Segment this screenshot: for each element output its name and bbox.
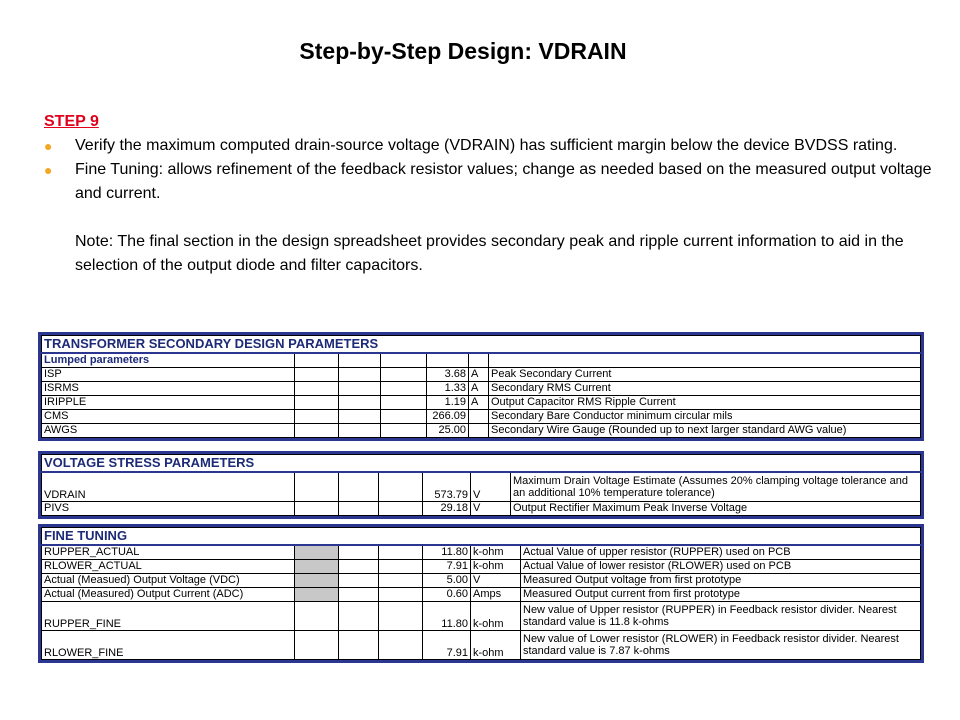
table-cell: 3.68	[427, 368, 469, 382]
table-cell: IRIPPLE	[42, 396, 295, 410]
table-cell: A	[469, 396, 489, 410]
table-cell: Measured Output current from first prototype	[521, 588, 921, 602]
table-cell: 266.09	[427, 410, 469, 424]
table-cell: V	[471, 472, 511, 502]
table-cell: Output Capacitor RMS Ripple Current	[489, 396, 921, 410]
bullet-item	[44, 158, 944, 206]
table-cell	[339, 396, 381, 410]
table-cell	[381, 410, 427, 424]
fine-tuning-table	[38, 524, 924, 663]
table-cell	[379, 545, 423, 560]
table-cell: 7.91	[423, 560, 471, 574]
table-cell	[295, 631, 339, 660]
page-title: Step-by-Step Design: VDRAIN	[299, 38, 627, 64]
table-cell: Secondary RMS Current	[489, 382, 921, 396]
table-row	[42, 631, 921, 660]
table-cell	[339, 602, 379, 631]
table-cell	[295, 545, 339, 560]
table-cell: AWGS	[42, 424, 295, 438]
table-cell: Secondary Wire Gauge (Rounded up to next larger standard AWG value)	[489, 424, 921, 438]
table-cell	[379, 502, 423, 516]
table-cell: Actual (Measued) Output Voltage (VDC)	[42, 574, 295, 588]
table-cell	[339, 502, 379, 516]
table-cell: V	[471, 574, 521, 588]
table-cell	[295, 502, 339, 516]
table-cell: Measured Output voltage from first prototype	[521, 574, 921, 588]
table-row	[42, 574, 921, 588]
table-cell: A	[469, 368, 489, 382]
table-cell	[339, 424, 381, 438]
table-cell: ISRMS	[42, 382, 295, 396]
table-cell: RUPPER_ACTUAL	[42, 545, 295, 560]
table-cell	[339, 545, 379, 560]
table-row	[42, 410, 921, 424]
table-cell	[379, 631, 423, 660]
table-row	[42, 382, 921, 396]
table-cell	[295, 396, 339, 410]
note-text: Note: The final section in the design spreadsheet provides secondary peak and ripple current information to aid in the selection of the output diode and filter capacitors.	[75, 233, 904, 274]
table-cell	[339, 368, 381, 382]
table-cell: Actual Value of lower resistor (RLOWER) used on PCB	[521, 560, 921, 574]
table-cell: k-ohm	[471, 631, 521, 660]
voltage-stress-table	[38, 451, 924, 519]
table-row	[42, 396, 921, 410]
table-cell: New value of Lower resistor (RLOWER) in Feedback resistor divider. Nearest standard value is 7.87 k-ohms	[521, 631, 921, 660]
table-cell	[295, 588, 339, 602]
table-cell	[339, 353, 381, 368]
table-cell: Maximum Drain Voltage Estimate (Assumes 20% clamping voltage tolerance and an additional 10% temperature tolerance)	[511, 472, 921, 502]
table-cell: k-ohm	[471, 602, 521, 631]
table-cell: RLOWER_ACTUAL	[42, 560, 295, 574]
table-cell	[339, 631, 379, 660]
table-cell	[379, 574, 423, 588]
subheader: Lumped parameters	[42, 353, 295, 368]
table-cell: RLOWER_FINE	[42, 631, 295, 660]
table-cell: VDRAIN	[42, 472, 295, 502]
table-row	[42, 502, 921, 516]
table-row	[42, 545, 921, 560]
table-row	[42, 588, 921, 602]
bullet-item	[44, 134, 944, 158]
table-cell: Actual Value of upper resistor (RUPPER) used on PCB	[521, 545, 921, 560]
section-header: TRANSFORMER SECONDARY DESIGN PARAMETERS	[42, 336, 921, 354]
table-cell	[381, 368, 427, 382]
bullet-dot-icon: ●	[44, 138, 53, 154]
table-cell	[295, 574, 339, 588]
table-cell	[381, 353, 427, 368]
table-cell	[339, 560, 379, 574]
table-cell	[469, 353, 489, 368]
table-cell	[469, 410, 489, 424]
table-cell: 1.19	[427, 396, 469, 410]
table-cell	[339, 410, 381, 424]
table-cell	[379, 602, 423, 631]
table-cell	[427, 353, 469, 368]
table-cell: 25.00	[427, 424, 469, 438]
table-cell	[339, 382, 381, 396]
table-cell: RUPPER_FINE	[42, 602, 295, 631]
table-row	[42, 560, 921, 574]
table-cell	[381, 424, 427, 438]
table-cell	[295, 560, 339, 574]
transformer-secondary-table	[38, 332, 924, 441]
table-row	[42, 424, 921, 438]
table-cell: Output Rectifier Maximum Peak Inverse Voltage	[511, 502, 921, 516]
table-cell: k-ohm	[471, 560, 521, 574]
table-cell	[295, 472, 339, 502]
step-label: STEP 9	[44, 113, 99, 130]
table-cell: Secondary Bare Conductor minimum circular mils	[489, 410, 921, 424]
table-cell: New value of Upper resistor (RUPPER) in Feedback resistor divider. Nearest standard value is 11.8 k-ohms	[521, 602, 921, 631]
table-cell	[489, 353, 921, 368]
table-cell	[339, 472, 379, 502]
table-row	[42, 602, 921, 631]
table-cell	[379, 560, 423, 574]
table-row	[42, 368, 921, 382]
table-cell	[339, 574, 379, 588]
bullet-text: Verify the maximum computed drain-source voltage (VDRAIN) has sufficient margin below the device BVDSS rating.	[75, 137, 898, 154]
table-cell	[379, 472, 423, 502]
bullet-dot-icon: ●	[44, 162, 53, 178]
table-cell: k-ohm	[471, 545, 521, 560]
bullet-text: Fine Tuning: allows refinement of the feedback resistor values; change as needed based on the measured output voltage and current.	[75, 161, 932, 202]
table-cell	[381, 396, 427, 410]
table-cell: V	[471, 502, 511, 516]
table-cell: ISP	[42, 368, 295, 382]
table-cell	[379, 588, 423, 602]
body-text	[44, 134, 944, 278]
table-cell: Amps	[471, 588, 521, 602]
table-cell	[295, 353, 339, 368]
table-cell	[295, 382, 339, 396]
table-cell: 0.60	[423, 588, 471, 602]
table-cell	[339, 588, 379, 602]
table-cell: Peak Secondary Current	[489, 368, 921, 382]
table-cell: A	[469, 382, 489, 396]
table-cell	[469, 424, 489, 438]
table-cell	[295, 424, 339, 438]
table-cell: PIVS	[42, 502, 295, 516]
table-cell: CMS	[42, 410, 295, 424]
table-cell: 11.80	[423, 545, 471, 560]
table-cell: 29.18	[423, 502, 471, 516]
table-cell: 5.00	[423, 574, 471, 588]
table-cell: 7.91	[423, 631, 471, 660]
table-cell: 1.33	[427, 382, 469, 396]
table-cell: Actual (Measured) Output Current (ADC)	[42, 588, 295, 602]
table-cell	[295, 410, 339, 424]
section-header: VOLTAGE STRESS PARAMETERS	[42, 455, 921, 473]
table-cell	[381, 382, 427, 396]
table-cell: 11.80	[423, 602, 471, 631]
table-cell	[295, 602, 339, 631]
table-row	[42, 472, 921, 502]
table-cell	[295, 368, 339, 382]
table-cell: 573.79	[423, 472, 471, 502]
section-header: FINE TUNING	[42, 528, 921, 546]
